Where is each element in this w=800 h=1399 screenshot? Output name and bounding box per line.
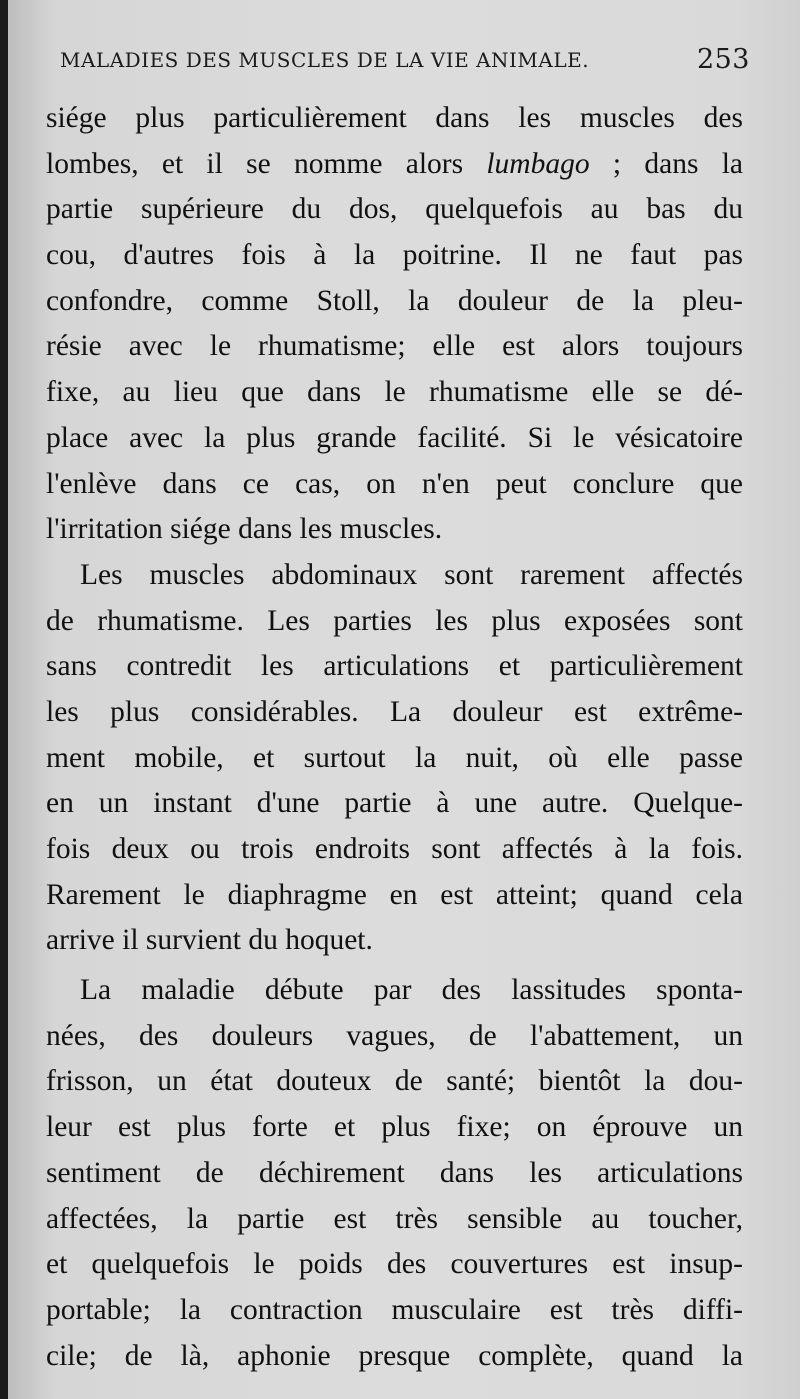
text-line: et quelquefois le poids des couvertures est insup-	[46, 1248, 743, 1281]
text-line: arrive il survient du hoquet.	[46, 924, 373, 957]
text-line: portable; la contraction musculaire est très diffi-	[46, 1293, 743, 1326]
text-line: lombes, et il se nomme alors lumbago ; dans la	[46, 147, 743, 180]
text-line: fois deux ou trois endroits sont affectés à la fois.	[46, 833, 743, 865]
text-line: cile; de là, aphonie presque complète, quand la	[46, 1339, 743, 1372]
text-line: frisson, un état douteux de santé; bientôt la dou-	[46, 1065, 743, 1098]
text-line: l'enlève dans ce cas, on n'en peut conclure que	[46, 467, 743, 500]
text-line: l'irritation siége dans les muscles.	[46, 513, 443, 546]
text-line: place avec la plus grande facilité. Si le vésicatoire	[46, 421, 743, 454]
paragraph-1	[46, 96, 743, 553]
text-line: nées, des douleurs vagues, de l'abattement, un	[46, 1019, 743, 1052]
text-line: cou, d'autres fois à la poitrine. Il ne faut pas	[46, 239, 743, 272]
italic-term: lumbago	[486, 147, 590, 180]
paragraph-2	[46, 553, 743, 964]
text-line: les plus considérables. La douleur est extrême-	[46, 695, 743, 728]
body-text	[46, 96, 743, 1379]
running-header	[60, 44, 750, 80]
paragraph-3	[46, 968, 743, 1379]
text-line: Les muscles abdominaux sont rarement affectés	[80, 558, 743, 591]
text-line: confondre, comme Stoll, la douleur de la pleu-	[46, 284, 743, 317]
text-line: siége plus particulièrement dans les muscles des	[46, 102, 743, 134]
page-number: 253	[696, 44, 750, 75]
text-line: La maladie débute par des lassitudes sponta-	[80, 974, 743, 1007]
text-line: de rhumatisme. Les parties les plus exposées sont	[46, 604, 743, 637]
text-line: sans contredit les articulations et particulièrement	[46, 650, 743, 683]
text-line: affectées, la partie est très sensible au toucher,	[46, 1202, 743, 1235]
text-line: Rarement le diaphragme en est atteint; quand cela	[46, 878, 743, 911]
text-line: résie avec le rhumatisme; elle est alors toujours	[46, 330, 743, 363]
text-line: sentiment de déchirement dans les articulations	[46, 1156, 743, 1189]
book-page	[8, 0, 800, 1399]
text-line: partie supérieure du dos, quelquefois au bas du	[46, 193, 743, 226]
running-title: MALADIES DES MUSCLES DE LA VIE ANIMALE.	[60, 48, 590, 72]
text-line: leur est plus forte et plus fixe; on éprouve un	[46, 1111, 743, 1144]
text-line: fixe, au lieu que dans le rhumatisme elle se dé-	[46, 376, 743, 409]
text-line: en un instant d'une partie à une autre. Quelque-	[46, 787, 743, 820]
text-line: ment mobile, et surtout la nuit, où elle passe	[46, 741, 743, 774]
